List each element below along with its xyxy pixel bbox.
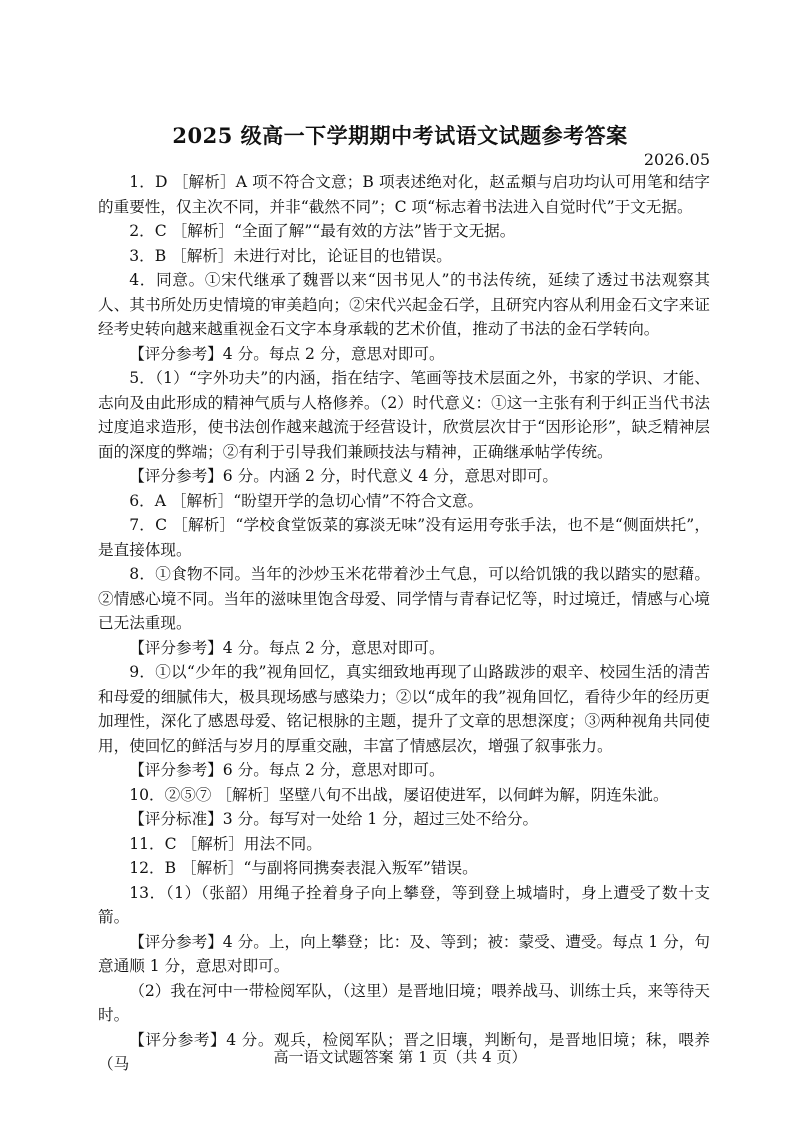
answer-paragraph: 【评分参考】4 分。每点 2 分，意思对即可。 bbox=[129, 638, 445, 657]
answer-paragraph: （2）我在河中一带检阅军队，（这里）是晋地旧境；喂养战马、训练士兵，来等待天时。 bbox=[98, 981, 710, 1024]
document-title: 2025 级高一下学期期中考试语文试题参考答案 bbox=[172, 123, 628, 148]
page-footer: 高一语文试题答案 第 1 页（共 4 页） bbox=[273, 1048, 527, 1066]
answer-paragraph: 【评分参考】6 分。每点 2 分，意思对即可。 bbox=[129, 761, 445, 779]
answer-paragraph: 5．（1）“字外功夫”的内涵，指在结字、笔画等技术层面之外，书家的学识、才能、志向及由此形成的精神气质与人格修养。（2）时代意义：①这一主张有利于纠正当代书法过度追求造形，使书法创作越来越流于经营设计，欣赏层次甘于“因形论形”，缺乏精神层面的深度的弊端；②有利于引导我们兼顾技法与精神，正确继承帖学传统。 bbox=[98, 369, 710, 461]
answer-paragraph: 【评分标准】3 分。每写对一处给 1 分，超过三处不给分。 bbox=[129, 810, 539, 828]
answer-paragraph: 【评分参考】4 分。观兵，检阅军队；晋之旧壤，判断句，是晋地旧境；秣，喂养（马 bbox=[98, 1030, 710, 1073]
answer-paragraph: 3．B ［解析］未进行对比，论证目的也错误。 bbox=[129, 246, 452, 265]
answer-paragraph: 【评分参考】4 分。每点 2 分，意思对即可。 bbox=[129, 344, 445, 363]
answer-paragraph: 2．C ［解析］“全面了解”“最有效的方法”皆于文无据。 bbox=[129, 222, 516, 240]
answer-content bbox=[98, 170, 710, 1077]
document-date: 2026.05 bbox=[643, 150, 710, 169]
answer-paragraph: 4．同意。①宋代继承了魏晋以来“因书见人”的书法传统，延续了透过书法观察其人、其书所处历史情境的审美趋向；②宋代兴起金石学，且研究内容从利用金石文字来证经考史转向越来越重视金石文字本身承载的艺术价值，推动了书法的金石学转向。 bbox=[98, 271, 710, 338]
answer-paragraph: 6．A ［解析］“盼望开学的急切心情”不符合文意。 bbox=[129, 491, 484, 510]
answer-paragraph: 1．D ［解析］A 项不符合文意；B 项表述绝对化，赵孟頫与启功均认可用笔和结字的重要性，仅主次不同，并非“截然不同”；C 项“标志着书法进入自觉时代”于文无据。 bbox=[98, 173, 710, 216]
answer-paragraph: 10．②⑤⑦ ［解析］坚壁八旬不出战，屡诏使进军，以伺衅为解，阴连朱泚。 bbox=[129, 785, 669, 804]
answer-paragraph: 【评分参考】6 分。内涵 2 分，时代意义 4 分，意思对即可。 bbox=[129, 467, 558, 485]
answer-paragraph: 【评分参考】4 分。上，向上攀登；比：及、等到；被：蒙受、遭受。每点 1 分，句意通顺 1 分，意思对即可。 bbox=[98, 932, 710, 975]
answer-paragraph: 7．C ［解析］“学校食堂饭菜的寡淡无味”没有运用夸张手法，也不是“侧面烘托”，是直接体现。 bbox=[98, 516, 710, 559]
answer-paragraph: 9．①以“少年的我”视角回忆，真实细致地再现了山路跋涉的艰辛、校园生活的清苦和母爱的细腻伟大，极具现场感与感染力；②以“成年的我”视角回忆，看待少年的经历更加理性，深化了感恩母爱、铭记根脉的主题，提升了文章的思想深度；③两种视角共同使用，使回忆的鲜活与岁月的厚重交融，丰富了情感层次，增强了叙事张力。 bbox=[98, 663, 710, 755]
answer-paragraph: 13．（1）（张韶）用绳子拴着身子向上攀登，等到登上城墙时，身上遭受了数十支箭。 bbox=[98, 883, 710, 926]
answer-paragraph: 11．C ［解析］用法不同。 bbox=[129, 834, 322, 853]
answer-paragraph: 8．①食物不同。当年的沙炒玉米花带着沙土气息，可以给饥饿的我以踏实的慰藉。②情感心境不同。当年的滋味里饱含母爱、同学情与青春记忆等，时过境迁，情感与心境已无法重现。 bbox=[98, 565, 710, 632]
answer-paragraph: 12．B ［解析］“与副将同携奏表混入叛军”错误。 bbox=[129, 859, 478, 877]
